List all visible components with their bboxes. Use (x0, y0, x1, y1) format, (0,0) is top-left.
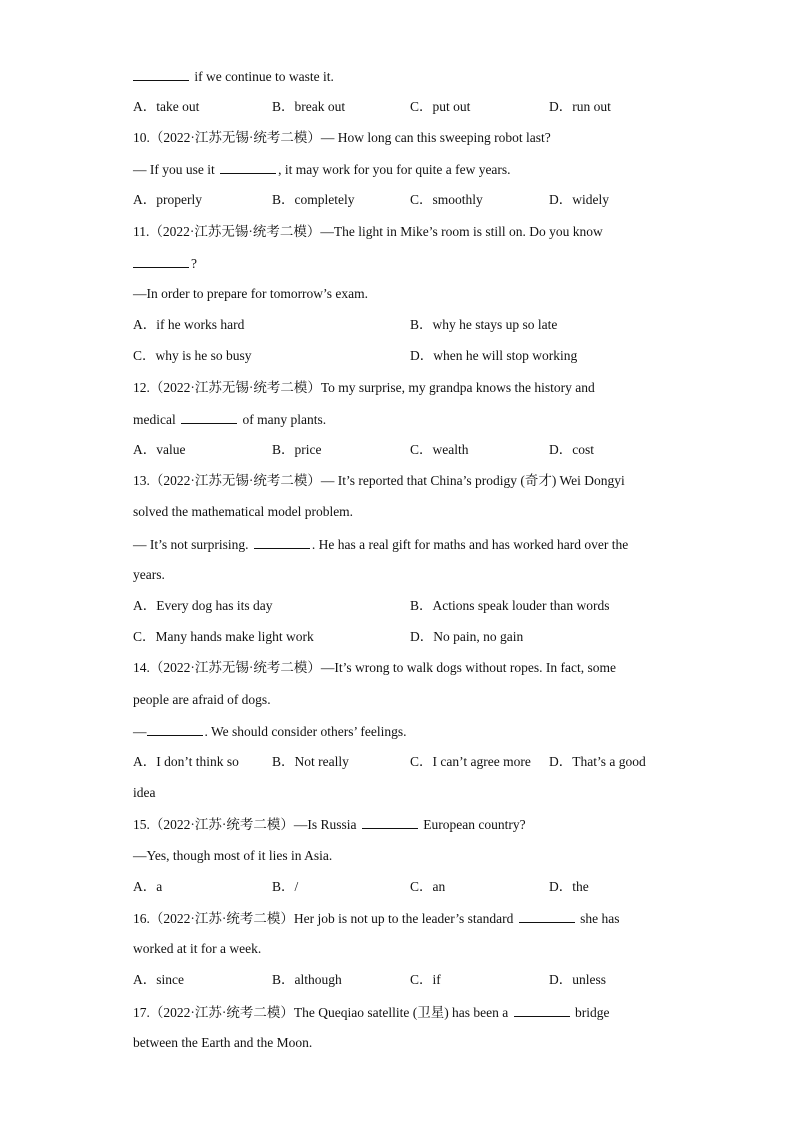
q10-stem: 10.（2022·江苏无锡·统考二模）— How long can this sweeping robot last? (133, 130, 551, 145)
q12-option-c[interactable]: C．wealth (410, 442, 469, 457)
q14-option-d[interactable]: D．That’s a good (549, 754, 646, 769)
q11-option-a[interactable]: A．if he works hard (133, 317, 245, 332)
answer-blank[interactable] (133, 68, 189, 81)
q16-option-d[interactable]: D．unless (549, 972, 606, 987)
answer-blank[interactable] (254, 536, 310, 549)
q11-line2: ? (133, 255, 197, 272)
q15-stem: 15.（2022·江苏·统考二模）—Is Russia European country? (133, 817, 526, 832)
q15-option-c[interactable]: C．an (410, 879, 446, 894)
q9-option-a[interactable]: A．take out (133, 99, 200, 114)
answer-blank[interactable] (133, 255, 189, 268)
q14-option-d-continued[interactable]: idea (133, 785, 156, 800)
q16-option-b[interactable]: B．although (272, 972, 342, 987)
q14-stem: 14.（2022·江苏无锡·统考二模）—It’s wrong to walk dogs without ropes. In fact, some (133, 660, 616, 675)
q14-option-b[interactable]: B．Not really (272, 754, 349, 769)
q13-option-d[interactable]: D．No pain, no gain (410, 629, 524, 644)
q13-line4: years. (133, 567, 165, 582)
q15-option-d[interactable]: D．the (549, 879, 589, 894)
q11-line3: —In order to prepare for tomorrow’s exam. (133, 286, 369, 301)
q10-option-b[interactable]: B．completely (272, 192, 355, 207)
q16-option-c[interactable]: C．if (410, 972, 441, 987)
q17-stem: 17.（2022·江苏·统考二模）The Queqiao satellite (卫星) has been a bridge (133, 1005, 610, 1020)
q16-option-a[interactable]: A．since (133, 972, 184, 987)
q13-line2: solved the mathematical model problem. (133, 504, 354, 519)
q12-stem: 12.（2022·江苏无锡·统考二模）To my surprise, my grandpa knows the history and (133, 380, 595, 395)
answer-blank[interactable] (519, 910, 575, 923)
q13-option-a[interactable]: A．Every dog has its day (133, 598, 273, 613)
q15-line2: —Yes, though most of it lies in Asia. (133, 848, 333, 863)
q15-option-b[interactable]: B．/ (272, 879, 299, 894)
q9-option-d[interactable]: D．run out (549, 99, 611, 114)
q12-option-a[interactable]: A．value (133, 442, 186, 457)
q14-line3: — . We should consider others’ feelings. (133, 724, 407, 739)
q10-option-c[interactable]: C．smoothly (410, 192, 483, 207)
q11-option-c[interactable]: C．why is he so busy (133, 348, 252, 363)
q14-line2: people are afraid of dogs. (133, 692, 271, 707)
q12-line2: medical of many plants. (133, 412, 327, 427)
q13-stem: 13.（2022·江苏无锡·统考二模）— It’s reported that China’s prodigy (奇才) Wei Dongyi (133, 473, 625, 488)
q9-option-c[interactable]: C．put out (410, 99, 471, 114)
q17-line2: between the Earth and the Moon. (133, 1035, 313, 1050)
q16-stem: 16.（2022·江苏·统考二模）Her job is not up to the leader’s standard she has (133, 911, 620, 926)
answer-blank[interactable] (220, 161, 276, 174)
q13-option-c[interactable]: C．Many hands make light work (133, 629, 314, 644)
q14-option-a[interactable]: A．I don’t think so (133, 754, 239, 769)
answer-blank[interactable] (181, 411, 237, 424)
q16-line2: worked at it for a week. (133, 941, 262, 956)
q14-option-c[interactable]: C．I can’t agree more (410, 754, 531, 769)
answer-blank[interactable] (514, 1004, 570, 1017)
q10-line2: — If you use it , it may work for you for quite a few years. (133, 162, 511, 177)
q13-line3: — It’s not surprising. . He has a real gift for maths and has worked hard over the (133, 537, 629, 552)
q11-option-d[interactable]: D．when he will stop working (410, 348, 578, 363)
answer-blank[interactable] (362, 816, 418, 829)
q12-option-d[interactable]: D．cost (549, 442, 594, 457)
q15-option-a[interactable]: A．a (133, 879, 163, 894)
q9-option-b[interactable]: B．break out (272, 99, 346, 114)
q12-option-b[interactable]: B．price (272, 442, 322, 457)
q11-stem: 11.（2022·江苏无锡·统考二模）—The light in Mike’s room is still on. Do you know (133, 224, 603, 239)
q10-option-a[interactable]: A．properly (133, 192, 202, 207)
answer-blank[interactable] (147, 723, 203, 736)
q10-option-d[interactable]: D．widely (549, 192, 609, 207)
q9-line1: if we continue to waste it. (133, 68, 334, 85)
q11-option-b[interactable]: B．why he stays up so late (410, 317, 558, 332)
q13-option-b[interactable]: B．Actions speak louder than words (410, 598, 610, 613)
